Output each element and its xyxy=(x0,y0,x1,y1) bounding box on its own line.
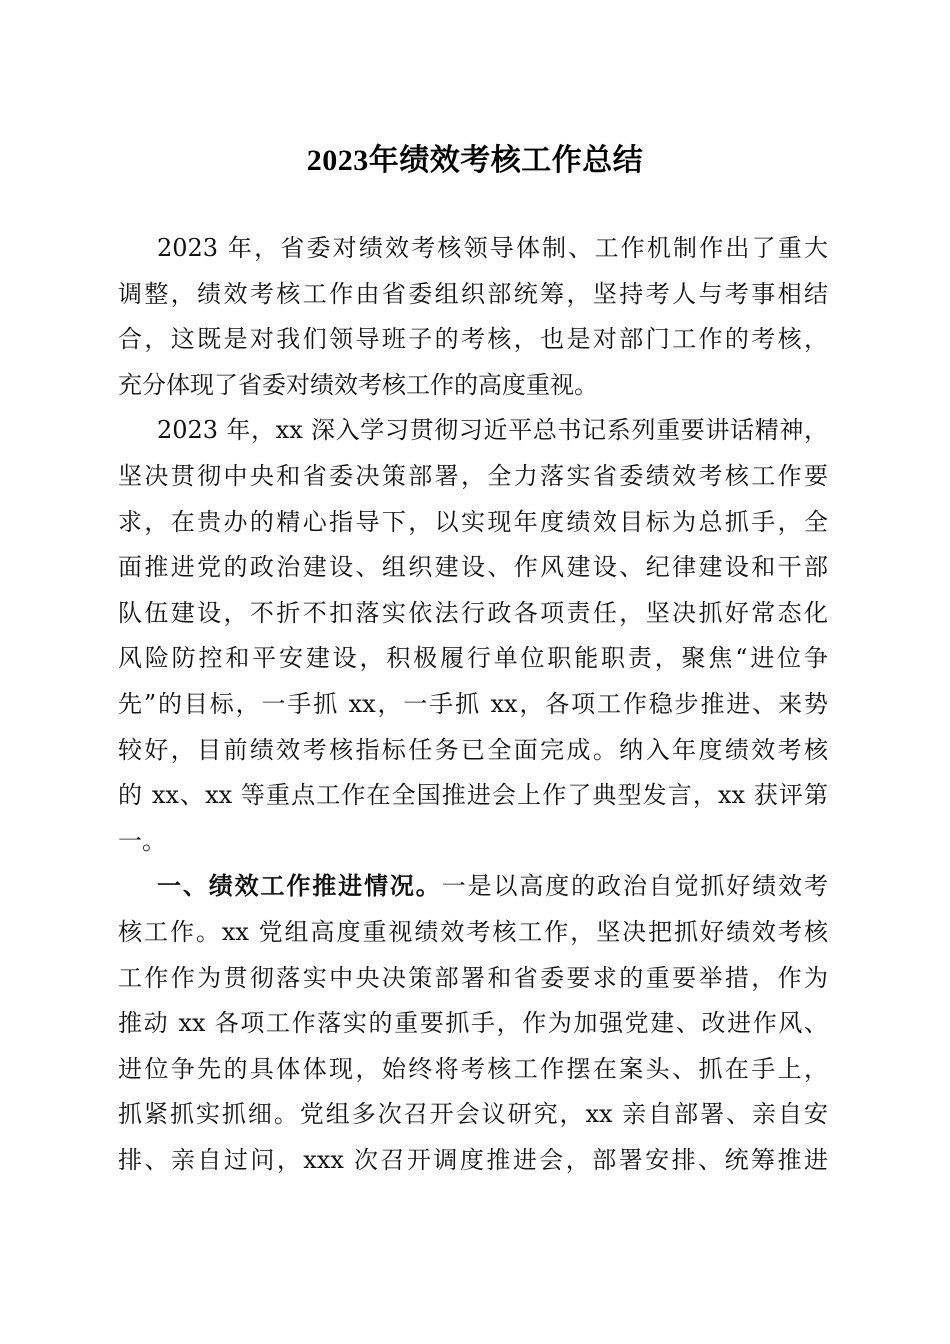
text-line: 坚决贯彻中央和省委决策部署，全力落实省委绩效考核工作要 xyxy=(118,461,828,490)
text-line: 工作作为贯彻落实中央决策部署和省委要求的重要举措，作为 xyxy=(118,963,828,992)
text-line: 排、亲自过问，xxx 次召开调度推进会，部署安排、统筹推进 xyxy=(118,1145,828,1174)
text-line: 队伍建设，不折不扣落实依法行政各项责任，坚决抓好常态化 xyxy=(118,598,828,627)
text-line: 抓紧抓实抓细。党组多次召开会议研究，xx 亲自部署、亲自安 xyxy=(118,1100,828,1129)
text-line: 核工作。xx 党组高度重视绩效考核工作，坚决把抓好绩效考核 xyxy=(118,917,828,946)
text-line: 的 xx、xx 等重点工作在全国推进会上作了典型发言，xx 获评第 xyxy=(118,781,828,810)
text-line: 2023 年，xx 深入学习贯彻习近平总书记系列重要讲话精神， xyxy=(157,416,828,445)
text-line: 风险防控和平安建设，积极履行单位职能职责，聚焦“进位争 xyxy=(118,644,828,673)
text-line xyxy=(118,864,828,910)
text-line: 2023 年，省委对绩效考核领导体制、工作机制作出了重大 xyxy=(157,234,828,262)
section-heading: 一、绩效工作推进情况。 xyxy=(157,872,442,901)
text-line: 进位争先的具体体现，始终将考核工作摆在案头、抓在手上， xyxy=(118,1054,828,1083)
text-line: 一。 xyxy=(118,826,166,855)
document-body xyxy=(118,226,828,1183)
text-line: 求，在贵办的精心指导下，以实现年度绩效目标为总抓手，全 xyxy=(118,507,828,536)
text-line: 推动 xx 各项工作落实的重要抓手，作为加强党建、改进作风、 xyxy=(118,1009,828,1038)
text-line: 合，这既是对我们领导班子的考核，也是对部门工作的考核， xyxy=(118,325,828,354)
text-line: 调整，绩效考核工作由省委组织部统筹，坚持考人与考事相结 xyxy=(118,279,828,308)
paragraph-3 xyxy=(118,864,828,1183)
document-title: 2023年绩效考核工作总结 xyxy=(306,144,644,177)
text-line: 充分体现了省委对绩效考核工作的高度重视。 xyxy=(118,370,598,399)
text-line: 面推进党的政治建设、组织建设、作风建设、纪律建设和干部 xyxy=(118,553,828,582)
text-line: 较好，目前绩效考核指标任务已全面完成。纳入年度绩效考核 xyxy=(118,735,828,764)
section-lead-text: 一是以高度的政治自觉抓好绩效考 xyxy=(441,872,829,901)
text-line: 先”的目标，一手抓 xx，一手抓 xx，各项工作稳步推进、来势 xyxy=(118,689,828,718)
paragraph-2 xyxy=(118,408,828,864)
paragraph-1 xyxy=(118,226,828,408)
